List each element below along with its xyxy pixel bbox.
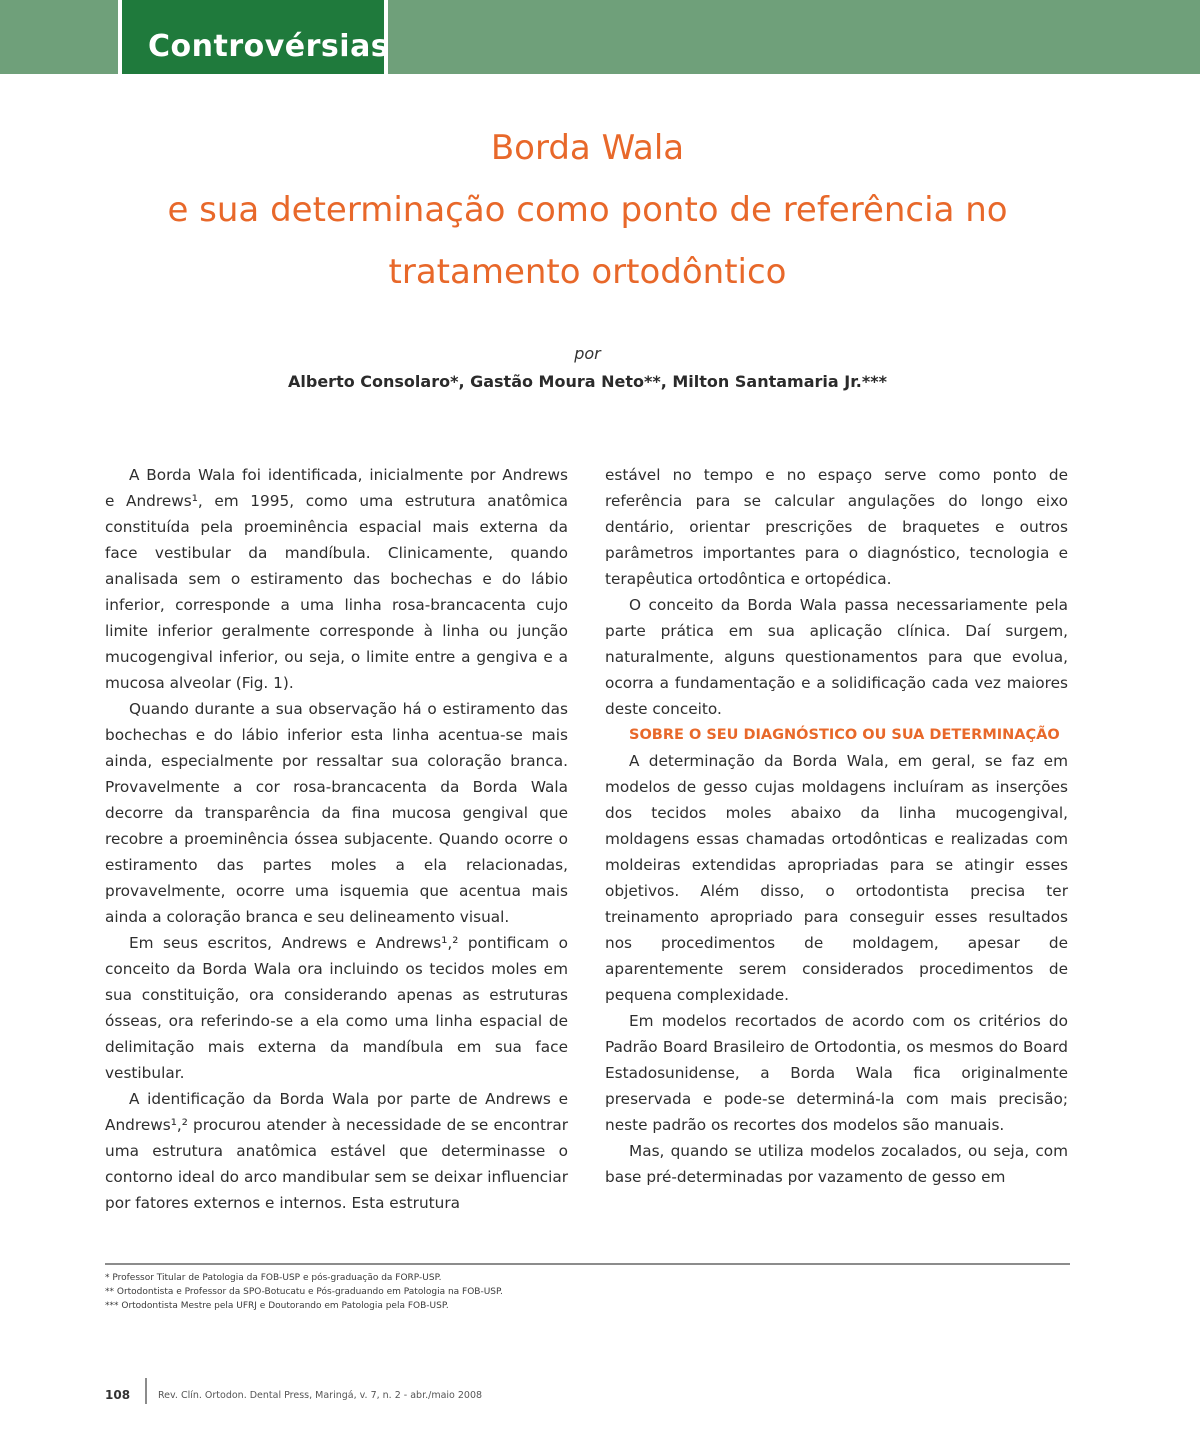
journal-citation: Rev. Clín. Ortodon. Dental Press, Maringá, v. 7, n. 2 - abr./maio 2008 bbox=[158, 1390, 483, 1401]
page-number: 108 bbox=[105, 1388, 131, 1402]
body-column-1 bbox=[105, 462, 568, 1216]
footnote: * Professor Titular de Patologia da FOB-USP e pós-graduação da FORP-USP. bbox=[105, 1273, 442, 1283]
footnote-rule bbox=[105, 1263, 1070, 1265]
article-title-line2: e sua determinação como ponto de referência no bbox=[167, 190, 1008, 230]
byline-por: por bbox=[574, 344, 601, 363]
paragraph: Em modelos recortados de acordo com os critérios do Padrão Board Brasileiro de Ortodontia, os mesmos do Board Estadosunidense, a Borda Wala fica originalmente preservada e pode-se determiná-la com mais precisão; neste padrão os recortes dos modelos são manuais. bbox=[605, 1012, 1068, 1134]
footnote: ** Ortodontista e Professor da SPO-Botucatu e Pós-graduando em Patologia na FOB-USP. bbox=[105, 1287, 503, 1297]
paragraph: O conceito da Borda Wala passa necessariamente pela parte prática em sua aplicação clínica. Daí surgem, naturalmente, alguns questionamentos para que evolua, ocorra a fundamentação e a solidificação cada vez maiores deste conceito. bbox=[605, 596, 1068, 718]
paragraph: A identificação da Borda Wala por parte de Andrews e Andrews¹,² procurou atender à necessidade de se encontrar uma estrutura anatômica estável que determinasse o contorno ideal do arco mandibular sem se deixar influenciar por fatores externos e internos. Esta estrutura bbox=[105, 1090, 568, 1212]
footnotes bbox=[105, 1271, 503, 1313]
section-heading: SOBRE O SEU DIAGNÓSTICO OU SUA DETERMINAÇÃO bbox=[629, 727, 1060, 743]
paragraph: Mas, quando se utiliza modelos zocalados, ou seja, com base pré-determinadas por vazamento de gesso em bbox=[605, 1142, 1068, 1186]
header-band-left bbox=[0, 0, 110, 74]
footnote: *** Ortodontista Mestre pela UFRJ e Doutorando em Patologia pela FOB-USP. bbox=[105, 1301, 449, 1311]
authors: Alberto Consolaro*, Gastão Moura Neto**, Milton Santamaria Jr.*** bbox=[288, 372, 887, 391]
section-label: Controvérsias bbox=[148, 29, 390, 64]
paragraph: Quando durante a sua observação há o estiramento das bochechas e do lábio inferior esta linha acentua-se mais ainda, especialmente por ressaltar sua coloração branca. Provavelmente a cor rosa-brancacenta da Borda Wala decorre da transparência da fina mucosa gengival que recobre a proeminência óssea subjacente. Quando ocorre o estiramento das partes moles a ela relacionadas, provavelmente, ocorre uma isquemia que acentua mais ainda a coloração branca e seu delineamento visual. bbox=[105, 700, 568, 926]
article-title-line1: Borda Wala bbox=[490, 128, 685, 168]
paragraph: Em seus escritos, Andrews e Andrews¹,² pontificam o conceito da Borda Wala ora incluindo os tecidos moles em sua constituição, ora considerando apenas as estruturas ósseas, ora referindo-se a ela como uma linha espacial de delimitação mais externa da mandíbula em sua face vestibular. bbox=[105, 934, 568, 1082]
footer-divider bbox=[145, 1378, 147, 1404]
paragraph: A determinação da Borda Wala, em geral, se faz em modelos de gesso cujas moldagens incluíram as inserções dos tecidos moles abaixo da linha mucogengival, moldagens essas chamadas ortodônticas e realizadas com moldeiras extendidas apropriadas para se atingir esses objetivos. Além disso, o ortodontista precisa ter treinamento apropriado para conseguir esses resultados nos procedimentos de moldagem, apesar de aparentemente serem considerados procedimentos de pequena complexidade. bbox=[605, 752, 1068, 1004]
article-title-line3: tratamento ortodôntico bbox=[388, 252, 787, 292]
body-column-2 bbox=[605, 462, 1068, 1190]
paragraph-continued: estável no tempo e no espaço serve como ponto de referência para se calcular angulações do longo eixo dentário, orientar prescrições de braquetes e outros parâmetros importantes para o diagnóstico, tecnologia e terapêutica ortodôntica e ortopédica. bbox=[605, 466, 1068, 588]
paragraph: A Borda Wala foi identificada, inicialmente por Andrews e Andrews¹, em 1995, como uma estrutura anatômica constituída pela proeminência espacial mais externa da face vestibular da mandíbula. Clinicamente, quando analisada sem o estiramento das bochechas e do lábio inferior, corresponde a uma linha rosa-brancacenta cujo limite inferior geralmente corresponde à linha ou junção mucogengival inferior, ou seja, o limite entre a gengiva e a mucosa alveolar (Fig. 1). bbox=[105, 466, 568, 692]
